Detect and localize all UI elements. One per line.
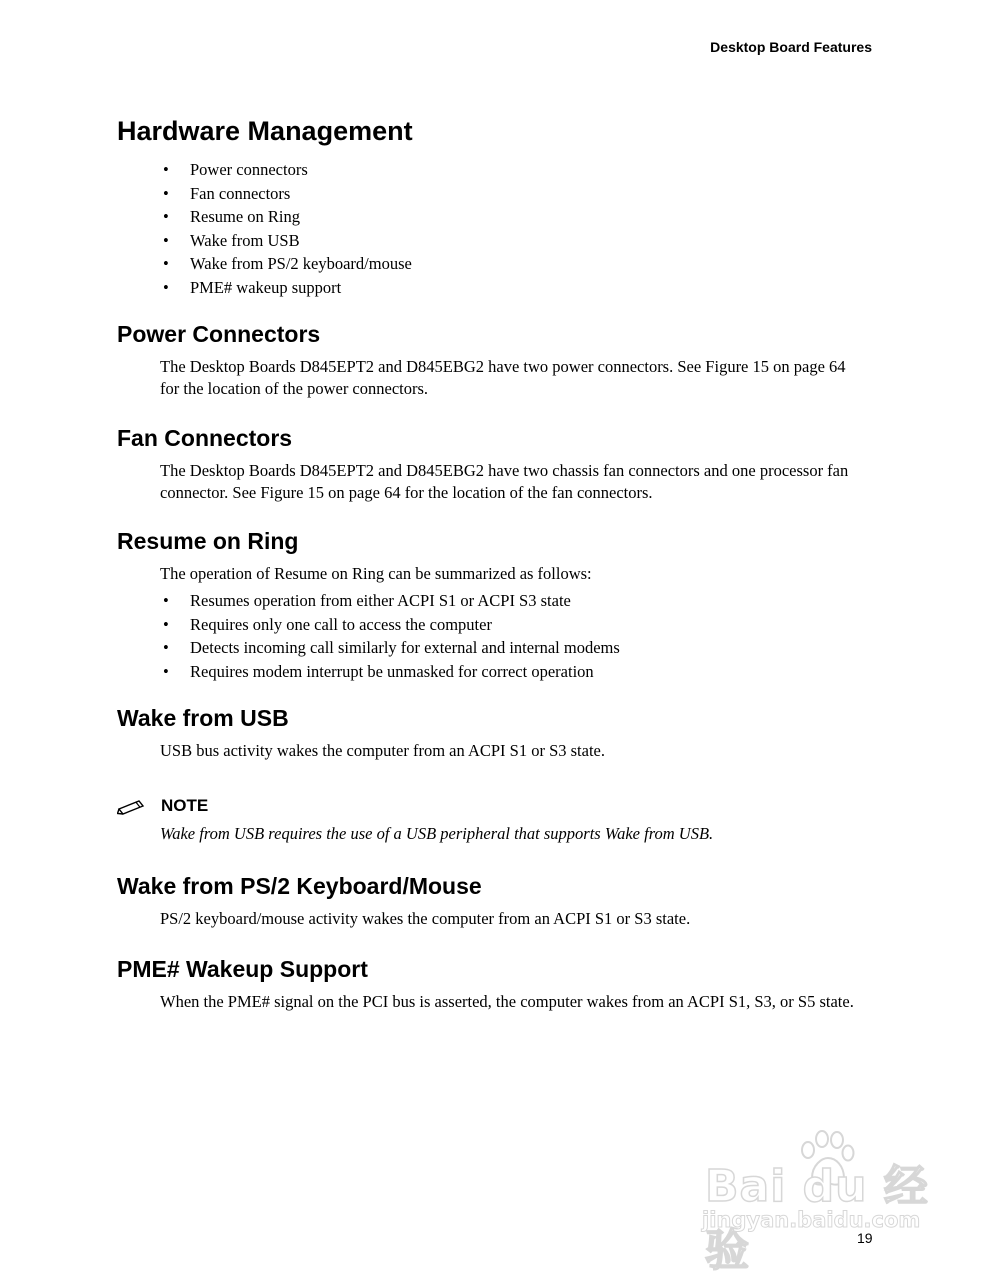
hardware-management-list	[117, 158, 857, 299]
note-block	[117, 796, 857, 845]
list-item: • Power connectors	[117, 158, 857, 182]
note-text: Wake from USB requires the use of a USB peripheral that supports Wake from USB.	[160, 824, 714, 843]
section-title-resume-on-ring: Resume on Ring	[117, 528, 299, 554]
watermark-brand: Bai du 经验	[705, 1161, 929, 1276]
note-label: NOTE	[161, 796, 209, 815]
section-title-wake-from-usb: Wake from USB	[117, 705, 289, 731]
pencil-icon	[117, 796, 147, 816]
wake-from-usb-body: USB bus activity wakes the computer from an ACPI S1 or S3 state.	[160, 741, 605, 760]
list-item: • Wake from USB	[117, 229, 857, 253]
list-item: • Requires modem interrupt be unmasked for correct operation	[117, 660, 857, 684]
resume-on-ring-intro: The operation of Resume on Ring can be summarized as follows:	[160, 564, 592, 583]
power-connectors-body: The Desktop Boards D845EPT2 and D845EBG2 have two power connectors. See Figure 15 on page 64 for the location of the power connectors.	[160, 357, 846, 398]
list-item: • Detects incoming call similarly for external and internal modems	[117, 636, 857, 660]
resume-on-ring-list	[117, 589, 857, 683]
section-title-hardware-management: Hardware Management	[117, 116, 413, 146]
running-header: Desktop Board Features	[710, 39, 872, 55]
fan-connectors-body: The Desktop Boards D845EPT2 and D845EBG2 have two chassis fan connectors and one processor fan connector. See Figure 15 on page 64 for the location of the fan connectors.	[160, 461, 849, 502]
pme-wakeup-body: When the PME# signal on the PCI bus is asserted, the computer wakes from an ACPI S1, S3, or S5 state.	[160, 992, 854, 1011]
wake-from-ps2-body: PS/2 keyboard/mouse activity wakes the computer from an ACPI S1 or S3 state.	[160, 909, 691, 928]
note-heading	[117, 796, 857, 816]
list-item: • Wake from PS/2 keyboard/mouse	[117, 252, 857, 276]
section-power-connectors	[117, 321, 857, 400]
watermark-url: jingyan.baidu.com	[702, 1208, 921, 1232]
list-item: • PME# wakeup support	[117, 276, 857, 300]
list-item: • Resumes operation from either ACPI S1 or ACPI S3 state	[117, 589, 857, 613]
baidu-watermark	[700, 1130, 940, 1276]
section-pme-wakeup	[117, 956, 857, 1013]
hardware-management-list-block	[117, 158, 857, 299]
section-fan-connectors	[117, 425, 857, 504]
section-wake-from-ps2	[117, 873, 857, 930]
section-title-power-connectors: Power Connectors	[117, 321, 321, 347]
list-item: • Requires only one call to access the computer	[117, 613, 857, 637]
section-resume-on-ring	[117, 528, 857, 683]
list-item: • Resume on Ring	[117, 205, 857, 229]
section-title-wake-from-ps2: Wake from PS/2 Keyboard/Mouse	[117, 873, 482, 899]
list-item: • Fan connectors	[117, 182, 857, 206]
section-title-fan-connectors: Fan Connectors	[117, 425, 293, 451]
page-number: 19	[857, 1230, 873, 1246]
section-title-pme-wakeup: PME# Wakeup Support	[117, 956, 368, 982]
section-wake-from-usb	[117, 705, 857, 762]
